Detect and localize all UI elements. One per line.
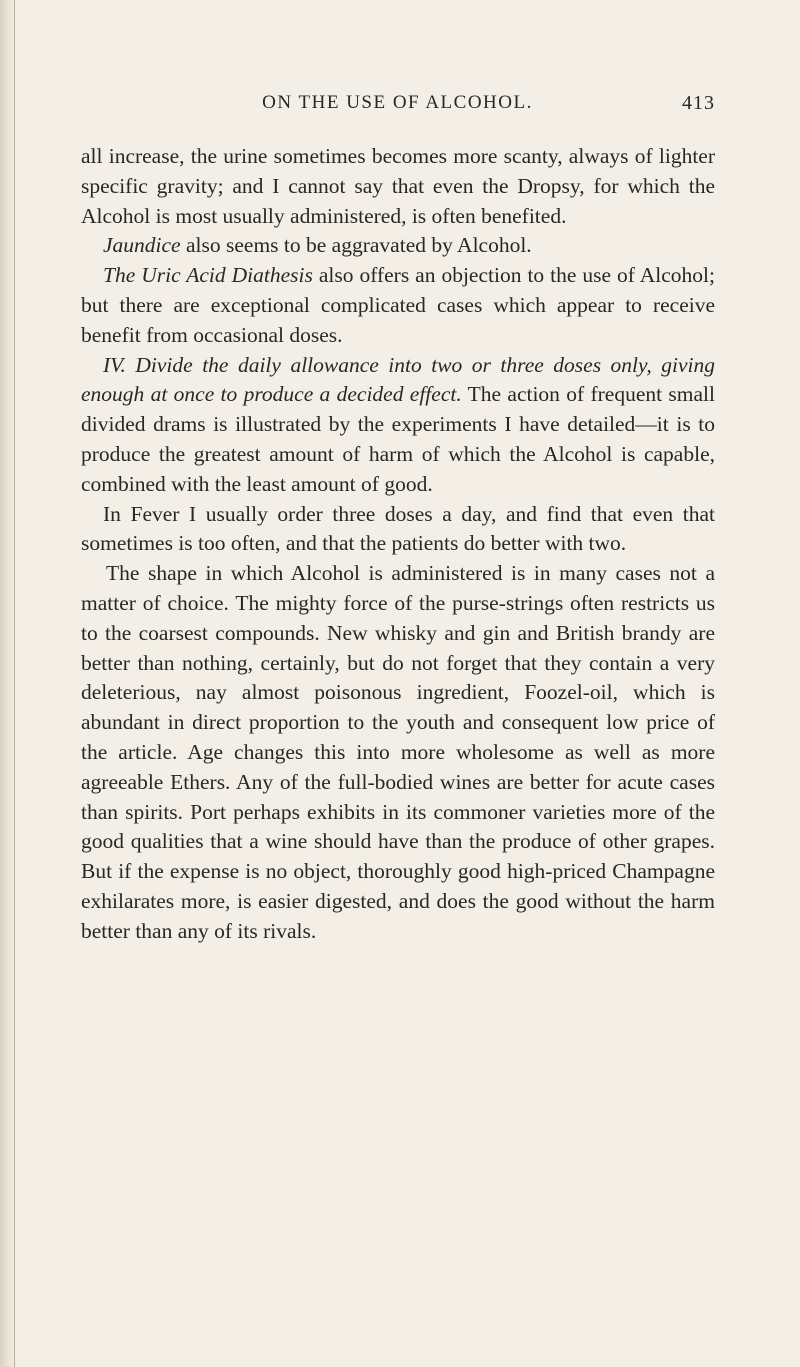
paragraph-uric-acid-text: also offers an objection to the use of Alcohol; but there are exceptional complicated cases which appear to receive benefit from occasional doses. — [81, 263, 715, 347]
paragraph-shape: The shape in which Alcohol is administered is in many cases not a matter of choice. The mighty force of the purse-strings often restricts us to the coarsest compounds. New whisky and gin and British brandy are better than nothing, certainly, but do not forget that they contain a very deleterious, nay almost poisonous ingredient, Foozel-oil, which is abundant in direct proportion to the youth and consequent low price of the article. Age changes this into more wholesome as well as more agreeable Ethers. Any of the full-bodied wines are better for acute cases than spirits. Port perhaps exhibits in its commoner varieties more of the good qualities that a wine should have than the produce of other grapes. But if the expense is no object, thoroughly good high-priced Champagne exhilarates more, is easier digested, and does the good without the harm better than any of its rivals. — [81, 561, 715, 943]
binding-edge — [14, 0, 15, 1367]
running-head: ON THE USE OF ALCOHOL. — [262, 92, 533, 113]
paragraph-jaundice — [81, 231, 715, 261]
page-number: 413 — [682, 92, 715, 114]
rule-iv-text: The action of frequent small divided drams is illustrated by the experiments I have detailed—it is to produce the greatest amount of harm of which the Alcohol is capable, combined with the least amount of good. — [81, 382, 716, 496]
paragraph-fever: In Fever I usually order three doses a day, and find that even that sometimes is too often, and that the patients do better with two. — [81, 501, 715, 556]
rule-iv-heading: IV. Divide the daily allowance into two or three doses only, giving enough at once to produce a decided effect. — [81, 352, 715, 407]
body-text — [81, 142, 715, 947]
page-header — [80, 92, 715, 122]
paragraph-1: all increase, the urine sometimes becomes more scanty, always of lighter specific gravity; and I cannot say that even the Dropsy, for which the Alcohol is most usually administered, is often benefited. — [81, 144, 715, 228]
paragraph-rule-iv — [81, 351, 715, 500]
paragraph-jaundice-text: also seems to be aggravated by Alcohol. — [180, 233, 532, 258]
paragraph-uric-acid-term: The Uric Acid Diathesis — [103, 263, 313, 288]
paragraph-uric-acid — [81, 261, 715, 350]
paragraph-jaundice-term: Jaundice — [103, 233, 181, 258]
